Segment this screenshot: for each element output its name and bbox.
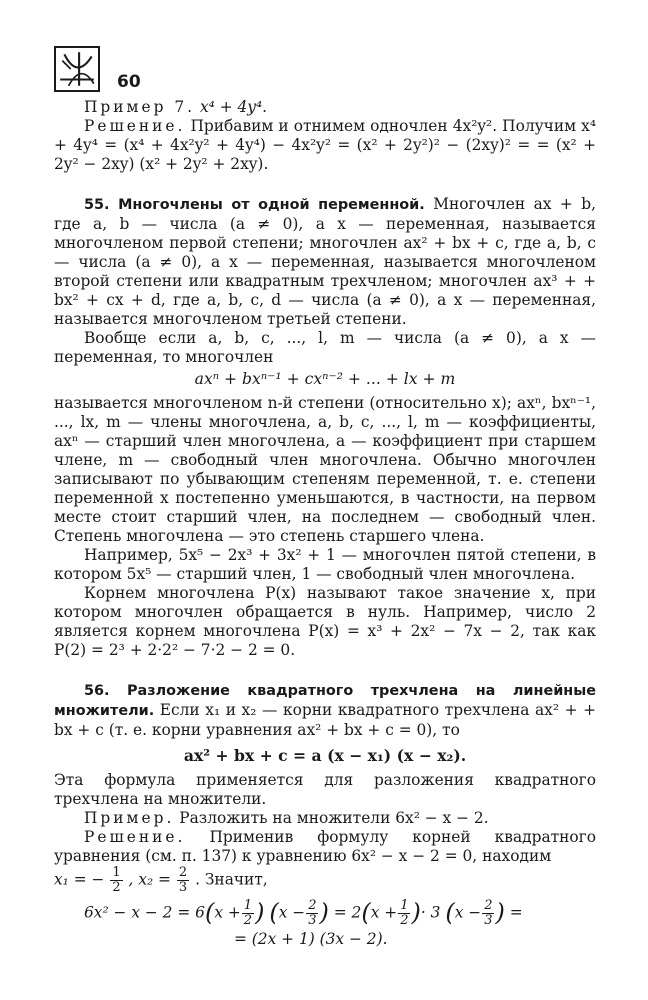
- frac-den: 2: [243, 913, 253, 928]
- frac-num: 1: [243, 898, 253, 913]
- solution-text: Прибавим и отнимем одночлен 4x²y². Получим x⁴ + 4y⁴ = (x⁴ + 4x²y² + 4y⁴) − 4x²y² = (x² + 2y²)² − (2xy)² = = (x² + 2y² − 2xy) (x² + 2y² + 2xy).: [54, 117, 596, 173]
- frac-den: 2: [400, 913, 409, 928]
- line1-f: =: [509, 903, 523, 922]
- line1-d: = 2: [333, 903, 362, 922]
- solution-label-56: Решение.: [84, 828, 186, 846]
- frac-den: 3: [308, 913, 317, 928]
- section-56-paragraph-2: Эта формула применяется для разложения квадратного трехчлена на множители.: [54, 771, 596, 808]
- frac-num: 2: [178, 865, 188, 880]
- paren-close: ): [319, 898, 329, 927]
- fraction-one-half: [398, 899, 410, 928]
- example-7-line: [54, 98, 596, 117]
- paren-open: (: [204, 898, 215, 927]
- root-x1-label: x₁ = −: [54, 870, 105, 889]
- frac-num: 2: [308, 898, 317, 913]
- frac-num: 2: [484, 898, 493, 913]
- fraction-two-thirds: [177, 866, 189, 895]
- example-label: Пример.: [84, 809, 175, 827]
- paren-close: ): [411, 898, 421, 927]
- frac-num: 1: [112, 865, 121, 880]
- fraction-two-thirds: [306, 899, 318, 928]
- example-7-label: Пример 7.: [84, 98, 196, 116]
- section-56-paragraph-1: [54, 681, 596, 740]
- line1-a: 6x² − x − 2 = 6: [84, 903, 205, 922]
- section-55-heading: 55. Многочлены от одной переменной.: [84, 197, 425, 213]
- factorization-line-1: [54, 899, 596, 928]
- general-polynomial-formula: axⁿ + bxⁿ⁻¹ + cxⁿ⁻² + ... + lx + m: [194, 370, 456, 388]
- paren-open: (: [445, 898, 455, 927]
- page-content: [54, 98, 596, 949]
- section-55-paragraph-2: Вообще если a, b, c, ..., l, m — числа (a ≠ 0), а x — переменная, то многочлен: [54, 329, 596, 366]
- line1-c2: x −: [454, 903, 482, 922]
- line1-b: x +: [214, 903, 241, 922]
- factorization-formula: ax² + bx + c = a (x − x₁) (x − x₂).: [183, 746, 467, 765]
- fraction-two-thirds: [482, 899, 494, 928]
- frac-den: 2: [112, 880, 121, 895]
- paren-open: (: [361, 898, 371, 927]
- section-55-paragraph-5: Корнем многочлена P(x) называют такое значение x, при котором многочлен обращается в нуль. Например, число 2 является корнем многочлена P(x) = x³ + 2x² − 7x − 2, так как P(2) = 2³ + 2·2² − 7·2 − 2 = 0.: [54, 584, 596, 659]
- roots-end: . Значит,: [195, 870, 268, 889]
- function-graph-icon: [54, 46, 100, 92]
- paren-close: ): [255, 898, 265, 927]
- line1-e: · 3: [420, 903, 441, 922]
- root-x2-label: , x₂ =: [128, 870, 171, 889]
- frac-num: 1: [400, 898, 409, 913]
- page-number: 60: [117, 72, 141, 92]
- example-text: Разложить на множители 6x² − x − 2.: [179, 809, 489, 827]
- paren-open: (: [269, 898, 279, 927]
- solution-label: Решение.: [84, 117, 186, 135]
- frac-den: 3: [484, 913, 493, 928]
- section-55-paragraph-1: [54, 195, 596, 329]
- section-56-text-1: Если x₁ и x₂ — корни квадратного трехчлена ax² + + bx + c (т. е. корни уравнения ax² + bx + c = 0), то: [54, 701, 596, 739]
- example-7-expression: x⁴ + 4y⁴.: [199, 98, 268, 116]
- section-55-paragraph-3: называется многочленом n-й степени (относительно x); axⁿ, bxⁿ⁻¹, ..., lx, m — члены многочлена, a, b, c, ..., l, m — коэффициенты, axⁿ — старший член многочлена, a — коэффициент при старшем члене, m — свободный член многочлена. Обычно многочлен записывают по убывающим степеням переменной, т. е. степени переменной x постепенно уменьшаются, в частности, на первом месте стоит старший член, на последнем — свободный член. Степень многочлена — это степень старшего члена.: [54, 394, 596, 545]
- section-56-heading: 56. Разложение квадратного трехчлена на линейные множители.: [54, 683, 596, 719]
- section-55-paragraph-4: Например, 5x⁵ − 2x³ + 3x² + 1 — многочлен пятой степени, в котором 5x⁵ — старший член, 1 — свободный член многочлена.: [54, 546, 596, 583]
- factorization-line-2: = (2x + 1) (3x − 2).: [234, 930, 388, 948]
- line1-b2: x +: [370, 903, 398, 922]
- line1-c: x −: [278, 903, 306, 922]
- section-56-solution: [54, 828, 596, 866]
- section-56-example: [54, 809, 596, 828]
- example-7-solution: [54, 117, 596, 174]
- frac-den: 3: [178, 880, 188, 895]
- solution-text-56: Применив формулу корней квадратного уравнения (см. п. 137) к уравнению 6x² − x − 2 = 0, находим: [54, 828, 596, 865]
- fraction-one-half: [242, 899, 254, 928]
- section-55-text-1: Многочлен ax + b, где a, b — числа (a ≠ 0), а x — переменная, называется многочленом первой степени; многочлен ax² + bx + c, где a, b, c — числа (a ≠ 0), а x — переменная, называется многочленом второй степени или квадратным трехчленом; многочлен ax³ + + bx² + cx + d, где a, b, c, d — числа (a ≠ 0), а x — переменная, называется многочленом третьей степени.: [54, 195, 596, 328]
- paren-close: ): [495, 898, 505, 927]
- roots-line: [54, 866, 596, 895]
- fraction-one-half: [110, 866, 122, 895]
